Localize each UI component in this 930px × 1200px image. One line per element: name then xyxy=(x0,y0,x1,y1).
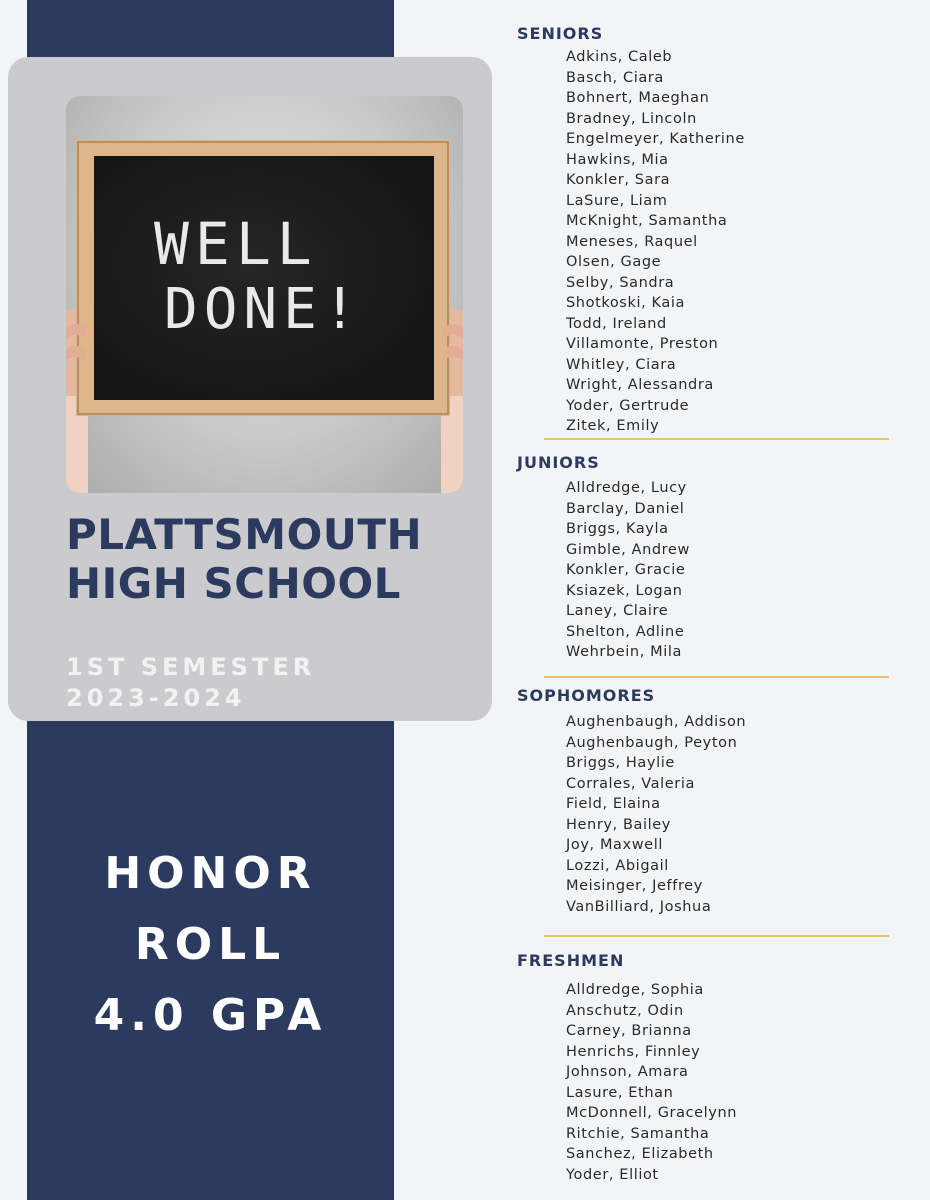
list-item: Barclay, Daniel xyxy=(566,500,685,517)
list-item: Engelmeyer, Katherine xyxy=(566,131,745,147)
list-item: Selby, Sandra xyxy=(566,274,675,291)
list-item: Alldredge, Sophia xyxy=(566,982,704,998)
freshmen-section xyxy=(517,951,738,1183)
honor-roll-heading xyxy=(27,838,394,1051)
honor-line-1: HONOR xyxy=(104,848,317,899)
list-item: Aughenbaugh, Peyton xyxy=(566,734,738,751)
sophomores-list xyxy=(566,712,746,917)
list-item: Villamonte, Preston xyxy=(566,336,719,352)
list-item: Zitek, Emily xyxy=(566,418,660,434)
semester-label xyxy=(66,652,486,714)
list-item: Whitley, Ciara xyxy=(566,356,677,373)
list-item: Anschutz, Odin xyxy=(566,1002,684,1019)
school-name xyxy=(66,510,486,608)
list-item: Wright, Alessandra xyxy=(566,377,714,393)
list-item: LaSure, Liam xyxy=(566,192,668,209)
list-item: Basch, Ciara xyxy=(566,69,664,86)
grade-title: JUNIORS xyxy=(517,453,600,472)
list-item: Meneses, Raquel xyxy=(566,233,698,250)
juniors-section xyxy=(517,453,690,660)
list-item: Lasure, Ethan xyxy=(566,1084,674,1101)
list-item: Aughenbaugh, Addison xyxy=(566,714,747,730)
list-item: Wehrbein, Mila xyxy=(566,644,682,660)
list-item: Adkins, Caleb xyxy=(566,49,673,65)
list-item: McDonnell, Gracelynn xyxy=(566,1105,738,1121)
semester-line-1: 1ST SEMESTER xyxy=(66,653,316,681)
list-item: Corrales, Valeria xyxy=(566,775,695,792)
section-divider xyxy=(544,676,889,678)
semester-line-2: 2023-2024 xyxy=(66,684,246,712)
section-divider xyxy=(544,935,889,937)
school-name-line-1: PLATTSMOUTH xyxy=(66,510,423,559)
grade-title: FRESHMEN xyxy=(517,951,625,970)
section-divider xyxy=(544,438,889,440)
list-item: Shelton, Adline xyxy=(566,623,685,640)
list-item: VanBilliard, Joshua xyxy=(566,898,712,915)
list-item: Alldredge, Lucy xyxy=(566,480,687,496)
grade-title: SOPHOMORES xyxy=(517,686,656,705)
list-item: Gimble, Andrew xyxy=(566,541,690,558)
chalk-line-1: WELL xyxy=(154,210,318,278)
chalk-line-2: DONE! xyxy=(164,277,363,342)
list-item: Olsen, Gage xyxy=(566,254,662,270)
list-item: Ksiazek, Logan xyxy=(566,582,683,599)
list-item: Todd, Ireland xyxy=(566,315,667,332)
chalkboard-photo xyxy=(66,96,463,493)
list-item: Konkler, Sara xyxy=(566,172,671,188)
seniors-section xyxy=(517,24,745,434)
list-item: Henry, Bailey xyxy=(566,816,671,833)
list-item: Shotkoski, Kaia xyxy=(566,295,685,311)
list-item: Hawkins, Mia xyxy=(566,151,669,168)
list-item: Field, Elaina xyxy=(566,796,661,812)
sophomores-section xyxy=(517,686,747,915)
list-item: Bohnert, Maeghan xyxy=(566,90,710,106)
list-item: Carney, Brianna xyxy=(566,1023,692,1039)
juniors-list xyxy=(566,478,690,663)
list-item: Briggs, Kayla xyxy=(566,521,669,537)
list-item: Joy, Maxwell xyxy=(566,837,663,853)
honor-line-2: ROLL xyxy=(134,919,287,970)
list-item: Yoder, Elliot xyxy=(566,1166,659,1183)
list-item: Bradney, Lincoln xyxy=(566,110,697,127)
list-item: McKnight, Samantha xyxy=(566,213,728,229)
school-name-line-2: HIGH SCHOOL xyxy=(66,559,401,608)
honor-line-3: 4.0 GPA xyxy=(93,990,328,1041)
list-item: Meisinger, Jeffrey xyxy=(566,878,703,894)
list-item: Konkler, Gracie xyxy=(566,562,686,578)
list-item: Lozzi, Abigail xyxy=(566,857,669,874)
grade-title: SENIORS xyxy=(517,24,604,43)
list-item: Laney, Claire xyxy=(566,603,669,619)
freshmen-list xyxy=(566,980,737,1185)
list-item: Ritchie, Samantha xyxy=(566,1125,710,1142)
list-item: Johnson, Amara xyxy=(566,1064,689,1080)
list-item: Briggs, Haylie xyxy=(566,755,675,771)
list-item: Yoder, Gertrude xyxy=(566,397,690,414)
list-item: Henrichs, Finnley xyxy=(566,1043,701,1060)
seniors-list xyxy=(566,47,745,437)
list-item: Sanchez, Elizabeth xyxy=(566,1146,714,1162)
